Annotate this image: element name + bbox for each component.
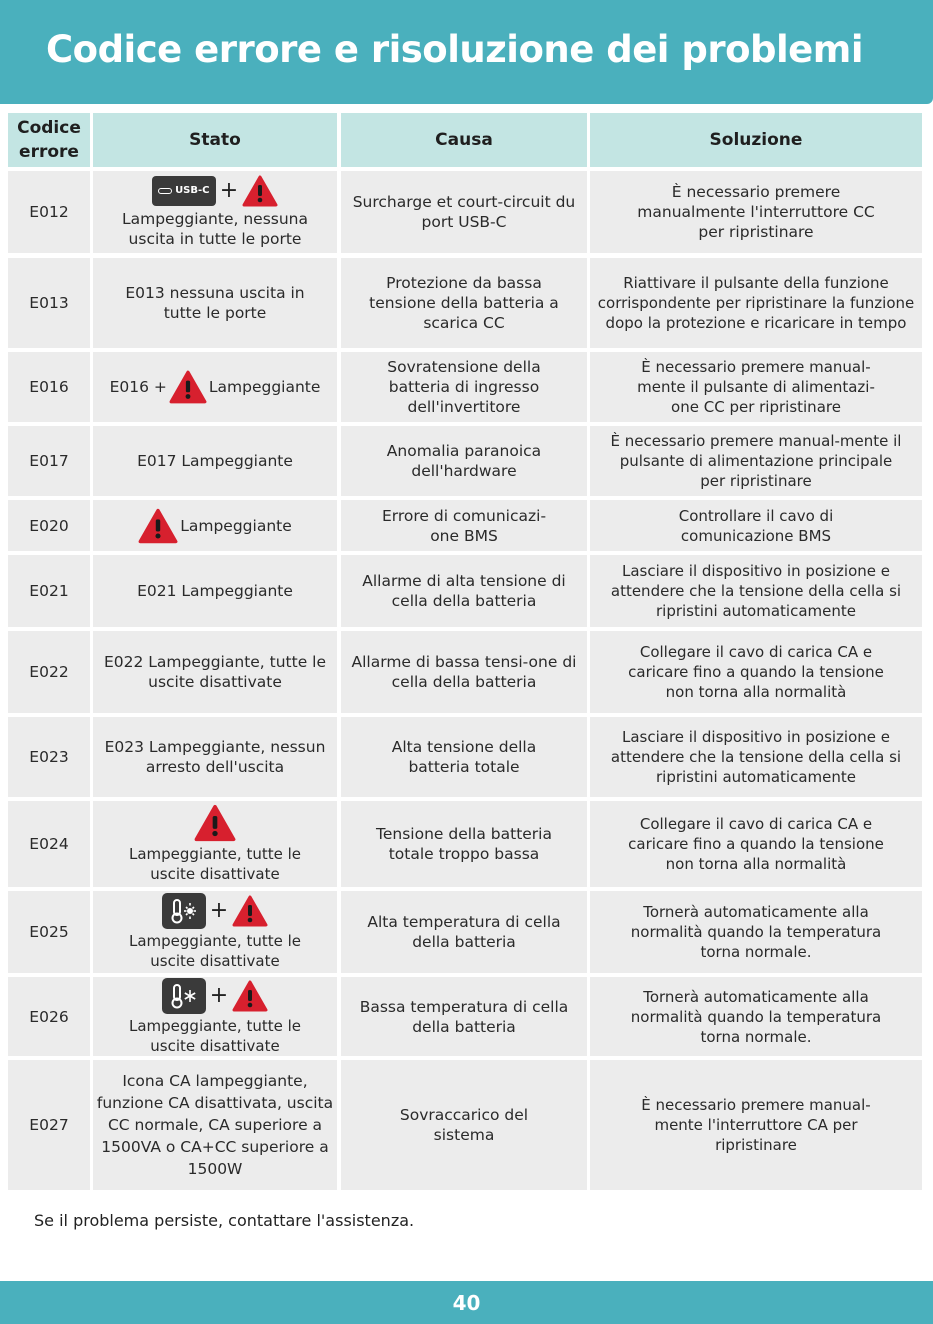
soluzione-cell: Riattivare il pulsante della funzione corrispondente per ripristinare la funzione dopo la protezione e ricaricare in tempo [590, 258, 922, 348]
stato-prefix: E016 + [109, 378, 167, 396]
error-code: E023 [8, 717, 90, 797]
causa-cell: Errore di comunicazi-one BMS [341, 500, 587, 551]
error-code: E021 [8, 555, 90, 627]
stato-text: Lampeggiante, tutte le uscite disattivate [128, 1016, 301, 1055]
warning-triangle-icon [232, 895, 268, 927]
high-temperature-icon [162, 893, 206, 929]
column-header-causa: Causa [341, 113, 587, 167]
table-row [8, 631, 922, 713]
soluzione-cell: È necessario premere manual-mente il pulsante di alimentazione principale per ripristinare [590, 426, 922, 496]
error-code: E016 [8, 352, 90, 422]
support-note: Se il problema persiste, contattare l'assistenza. [34, 1211, 415, 1230]
causa-cell: Surcharge et court-circuit du port USB-C [341, 171, 587, 253]
column-header-stato: Stato [93, 113, 337, 167]
table-row [8, 1060, 922, 1190]
causa-cell: Allarme di bassa tensi-one di cella della batteria [341, 631, 587, 713]
soluzione-cell: Tornerà automaticamente alla normalità quando la temperatura torna normale. [590, 977, 922, 1056]
table-row [8, 555, 922, 627]
stato-cell [93, 891, 337, 973]
soluzione-cell: Lasciare il dispositivo in posizione e attendere che la tensione della cella si ripristini automaticamente [590, 555, 922, 627]
error-code: E017 [8, 426, 90, 496]
stato-cell: E021 Lampeggiante [93, 555, 337, 627]
stato-cell: E017 Lampeggiante [93, 426, 337, 496]
causa-cell: Alta temperatura di cella della batteria [341, 891, 587, 973]
page-number: 40 [452, 1290, 481, 1315]
table-row [8, 171, 922, 253]
stato-cell: E023 Lampeggiante, nessun arresto dell'uscita [93, 717, 337, 797]
stato-cell [93, 977, 337, 1056]
table-header-row [8, 113, 922, 167]
page-header [0, 0, 933, 104]
soluzione-cell: È necessario premere manualmente l'interruttore CC per ripristinare [590, 171, 922, 253]
error-code: E020 [8, 500, 90, 551]
causa-cell: Tensione della batteria totale troppo bassa [341, 801, 587, 887]
error-code: E013 [8, 258, 90, 348]
plus-sign: + [209, 982, 229, 1008]
stato-cell: E013 nessuna uscita in tutte le porte [93, 258, 337, 348]
causa-cell: Protezione da bassa tensione della batteria a scarica CC [341, 258, 587, 348]
warning-triangle-icon [169, 370, 207, 404]
column-header-soluzione: Soluzione [590, 113, 922, 167]
plus-sign: + [219, 178, 239, 203]
table-row [8, 801, 922, 887]
usb-c-port-icon: USB-C [152, 176, 216, 206]
table-row [8, 977, 922, 1056]
table-row [8, 717, 922, 797]
warning-triangle-icon [194, 804, 236, 842]
causa-cell: Bassa temperatura di cella della batteria [341, 977, 587, 1056]
soluzione-cell: Collegare il cavo di carica CA e caricare fino a quando la tensione non torna alla normalità [590, 631, 922, 713]
stato-cell [93, 352, 337, 422]
soluzione-cell: È necessario premere manual-mente l'interruttore CA per ripristinare [590, 1060, 922, 1190]
causa-cell: Sovratensione della batteria di ingresso dell'invertitore [341, 352, 587, 422]
stato-text: Lampeggiante, nessuna uscita in tutte le porte [121, 210, 309, 248]
stato-cell: E022 Lampeggiante, tutte le uscite disattivate [93, 631, 337, 713]
error-code: E024 [8, 801, 90, 887]
table-row [8, 258, 922, 348]
plus-sign: + [209, 898, 229, 923]
error-code: E022 [8, 631, 90, 713]
causa-cell: Alta tensione della batteria totale [341, 717, 587, 797]
causa-cell: Sovraccarico del sistema [341, 1060, 587, 1190]
soluzione-cell: Collegare il cavo di carica CA e caricare fino a quando la tensione non torna alla normalità [590, 801, 922, 887]
soluzione-cell: Controllare il cavo di comunicazione BMS [590, 500, 922, 551]
stato-cell [93, 171, 337, 253]
page-title: Codice errore e risoluzione dei problemi [46, 28, 863, 71]
soluzione-cell: Tornerà automaticamente alla normalità quando la temperatura torna normale. [590, 891, 922, 973]
error-code: E025 [8, 891, 90, 973]
stato-text: Lampeggiante [208, 378, 321, 396]
warning-triangle-icon [232, 980, 268, 1012]
table-row [8, 500, 922, 551]
stato-cell [93, 801, 337, 887]
low-temperature-icon [162, 978, 206, 1014]
table-row [8, 352, 922, 422]
stato-cell [93, 500, 337, 551]
warning-triangle-icon [242, 175, 278, 207]
column-header-code: Codice errore [8, 113, 90, 167]
stato-text: Lampeggiante [180, 516, 292, 535]
causa-cell: Anomalia paranoica dell'hardware [341, 426, 587, 496]
warning-triangle-icon [138, 508, 178, 544]
stato-cell: Icona CA lampeggiante, funzione CA disattivata, uscita CC normale, CA superiore a 1500VA o CA+CC superiore a 1500W [93, 1060, 337, 1190]
error-code: E012 [8, 171, 90, 253]
stato-icons [152, 175, 278, 207]
stato-text: Lampeggiante, tutte le uscite disattivate [128, 845, 301, 883]
soluzione-cell: Lasciare il dispositivo in posizione e attendere che la tensione della cella si ripristini automaticamente [590, 717, 922, 797]
error-code: E027 [8, 1060, 90, 1190]
table-row [8, 891, 922, 973]
page-footer [0, 1281, 933, 1324]
stato-text: Lampeggiante, tutte le uscite disattivate [128, 932, 301, 970]
soluzione-cell: È necessario premere manual-mente il pulsante di alimentazi-one CC per ripristinare [590, 352, 922, 422]
error-code: E026 [8, 977, 90, 1056]
table-row [8, 426, 922, 496]
causa-cell: Allarme di alta tensione di cella della batteria [341, 555, 587, 627]
